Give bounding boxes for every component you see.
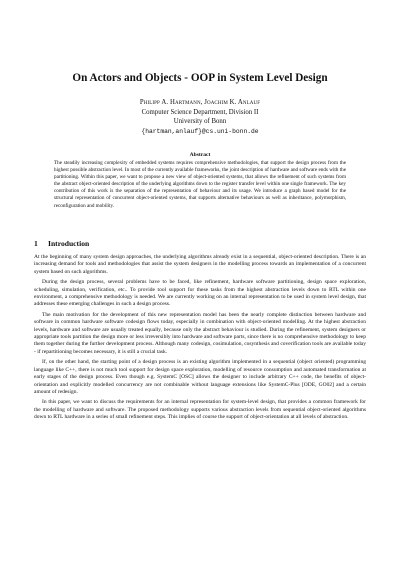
- paper-title: On Actors and Objects - OOP in System Level Design: [72, 72, 328, 84]
- section-heading: [34, 239, 366, 249]
- paragraph: If, on the other hand, the starting point of a design process is an existing algorithm implemented in a sequential (object oriented) programming language like C++, there is not much tool support for design space exploration, modelling of resource consumption and automated transformation at early stages of the design process. Even though e.g. SystemC [OSC] allows the designer to include arbitrary C++ code, the benefits of object-orientation and explicitly modelled concurrency are not combinable without language extensions like SystemC-Plus [ODE, GO02] and a certain amount of redesign.: [34, 359, 366, 395]
- abstract-text: The steadily increasing complexity of embedded systems requires comprehensive methodologies, that support the design process from the highest possible abstraction level. In most of the currently available frameworks, the joint description of hardware and software ends with the partitioning. Within this paper, we want to propose a new view of object-oriented systems, that allows the refinement of such systems from the abstract object-oriented description of the underlying algorithms down to the register transfer level within one single framework. The key contribution of this work is the separation of the representation of behaviour and its usage. We introduce a graph based model for the structural representation of concurrent object-oriented systems, that supports alternative behaviours as well as inheritance, polymorphism, reconfiguration and mobility.: [54, 160, 346, 209]
- paragraph: In this paper, we want to discuss the requirements for an internal representation for system-level design, that provides a common framework for the modelling of hardware and software. The proposed methodology supports various abstraction levels from sequential object-oriented algorithms down to RTL hardware in a series of small refinement steps. This implies of course the support of object-orientation at all levels of abstraction.: [34, 399, 366, 421]
- abstract-heading: Abstract: [189, 152, 211, 158]
- section-title: Introduction: [48, 239, 90, 248]
- department: Computer Science Department, Division II: [141, 108, 259, 116]
- paragraph: During the design process, several problems have to be faced, like refinement, hardware software partitioning, design space exploration, scheduling, simulation, verification, etc.. To provide tool support for these tasks from the highest abstraction levels down to RTL within one environment, a comprehensive methodology is needed. We are currently working on an internal representation to be used in system level design, that addresses these emerging challenges in such a design process.: [34, 279, 366, 308]
- paragraph: The main motivation for the development of this new representation model has been the nearly complete distinction between hardware and software in common hardware software codesign flows today, especially in combination with object-oriented modelling. At the highest abstraction levels, hardware and software are usually treated equally, because only the abstract behaviour is studied. During the refinement, system designers or appropriate tools partition the design more or less irreversibly into hardware and software parts, since there is no comprehensive methodology to keep them together during the further development process. Although many codesign, cosimulation, cosynthesis and coverification tools are available today - if repartitioning becomes necessary, it is still a crucial task.: [34, 311, 366, 355]
- author-email: {hartman,anlauf}@cs.uni-bonn.de: [141, 127, 259, 135]
- author-block: [30, 98, 370, 136]
- section-body: [34, 254, 366, 425]
- section-number: 1: [34, 239, 38, 248]
- author-names: Philipp A. Hartmann, Joachim K. Anlauf: [139, 99, 261, 106]
- paragraph: At the beginning of many system design approaches, the underlying algorithms already exist in a sequential, object-oriented description. There is an increasing demand for tools and methodologies that assist the system designers in the modelling process towards an implementation of a concurrent system based on such algorithms.: [34, 254, 366, 275]
- university: University of Bonn: [173, 118, 227, 126]
